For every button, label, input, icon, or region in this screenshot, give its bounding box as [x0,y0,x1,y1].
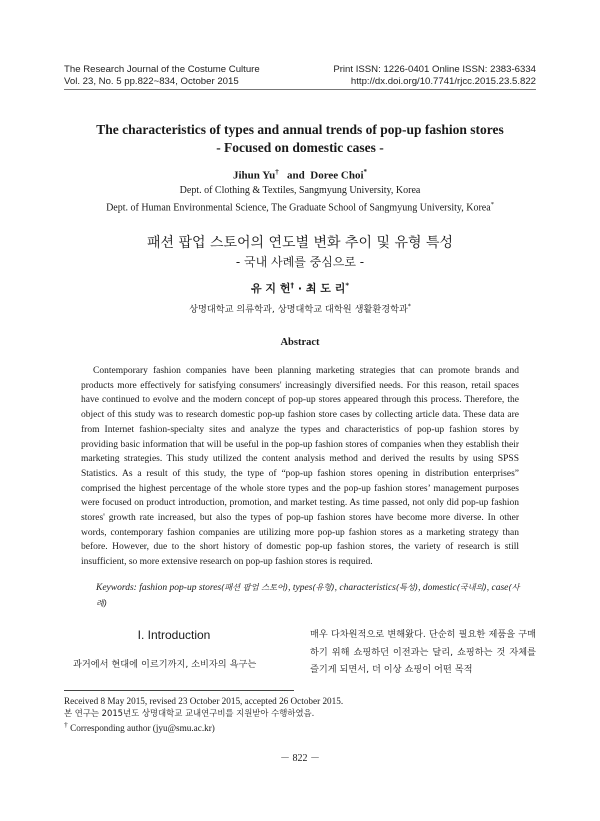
volume-info: Vol. 23, No. 5 pp.822~834, October 2015 [64,76,239,87]
keyword-korean: (국내의) [456,582,487,592]
affiliation-mark: * [490,201,494,208]
abstract-body: Contemporary fashion companies have been planning marketing strategies that can promote brands and products more effectively for satisfying consumers' increasingly diversified needs. For this reason, retail spaces have continued to evolve and the modern concept of pop-up stores appeared through this process. Therefore, the object of this study was to research domestic pop-up fashion store cases by collecting article data. These data are from Internet fashion-specialty sites and analyze the types and characteristics of pop-up fashion stores by providing basic information that will be useful in the pop-up fashion stores of companies when they establish their marketing strategies. This study utilized the content analysis method and derived the results by using SPSS Statistics. As a result of this study, the type of “pop-up fashion stores opening in distribution enterprises” comprised the highest percentage of the whole store types and the pop-up fashion stores’ management purposes were focused on product introduction, promotion, and market testing. As time passed, not only did pop-up fashion stores' growth rate increased, but also the types of pop-up fashion stores have become more diverse. In other words, contemporary fashion companies are utilizing more pop-up fashion stores as a marketing strategy than before. However, due to the short history of domestic pop-up fashion stores, the variety of research is still insufficient, so more extensive research on pop-up fashion stores is required. [81,366,519,568]
korean-author-mark: † [290,281,294,290]
abstract-heading: Abstract [280,337,320,348]
korean-affiliation-mark: * [407,302,411,310]
affiliation-1: Dept. of Clothing & Textiles, Sangmyung University, Korea [179,185,421,196]
journal-name: The Research Journal of the Costume Culture [64,64,260,75]
corresponding-author [64,719,534,734]
journal-header-left [64,64,260,88]
received-dates: Received 8 May 2015, revised 23 October 2015, accepted 26 October 2015. [64,696,344,706]
affiliation-2-text: Dept. of Human Environmental Science, The Graduate School of Sangmyung University, Korea [106,202,491,214]
keyword: case [491,583,509,593]
author-mark: † [275,168,279,176]
keyword: characteristics [339,583,396,593]
body-text-right: 매우 다차원적으로 변해왔다. 단순히 필요한 제품을 구매하기 위해 쇼핑하던 이전과는 달리, 쇼핑하는 것 자체를 즐기게 되면서, 더 이상 쇼핑이 어떤 목적 [310,629,536,675]
keyword: types [292,583,313,593]
korean-author-name: 최 도 리 [305,282,346,295]
funding-note: 본 연구는 2015년도 상명대학교 교내연구비를 지원받아 수행하였음. [64,708,315,719]
keywords: Keywords: fashion pop-up stores(패션 팝업 스토어), types(유형), characteristics(특성), domestic(국내의), case(사례) [96,582,520,608]
korean-author-mark: * [345,281,350,290]
header-divider [64,89,536,90]
author-name: Jihun Yu [232,169,276,182]
author-line [0,168,600,182]
journal-header-right [333,64,536,88]
page-number: － 822 － [280,753,320,764]
korean-subtitle: - 국내 사례를 중심으로 - [235,255,365,269]
author-name: Doree Choi [310,169,364,182]
body-text-left: 과거에서 현대에 이르기까지, 소비자의 욕구는 [73,659,257,670]
issn-info: Print ISSN: 1226-0401 Online ISSN: 2383-6334 [333,64,536,75]
keyword: domestic [422,583,457,593]
keyword-korean: (패션 팝업 스토어) [221,582,289,592]
keyword-korean: (특성) [395,582,419,592]
section-heading: I. Introduction [137,628,211,642]
paper-title: The characteristics of types and annual trends of pop-up fashion stores [96,122,504,137]
author-connector: and [287,169,305,182]
korean-author-line [0,280,600,296]
doi-link[interactable]: http://dx.doi.org/10.7741/rjcc.2015.23.5.822 [350,76,536,87]
korean-author-separator: · [293,282,306,295]
keywords-label: Keywords: [96,583,137,593]
corresponding-author-text: Corresponding author (jyu@smu.ac.kr) [70,723,215,734]
footnotes [64,695,534,735]
affiliation-2 [0,201,600,213]
korean-title: 패션 팝업 스토어의 연도별 변화 추이 및 유형 특성 [146,235,454,251]
corresponding-mark: † [64,720,68,730]
author-mark: * [363,168,368,176]
korean-author-name: 유 지 헌 [250,282,291,295]
korean-affiliation [0,301,600,315]
keyword-korean: (사례) [96,582,520,608]
paper-subtitle: - Focused on domestic cases - [216,140,384,155]
korean-affiliation-text: 상명대학교 의류학과, 상명대학교 대학원 생활환경학과 [189,304,408,315]
footnote-divider [64,690,294,691]
keyword-korean: (유형) [312,582,335,592]
keyword: fashion pop-up stores [139,583,222,593]
